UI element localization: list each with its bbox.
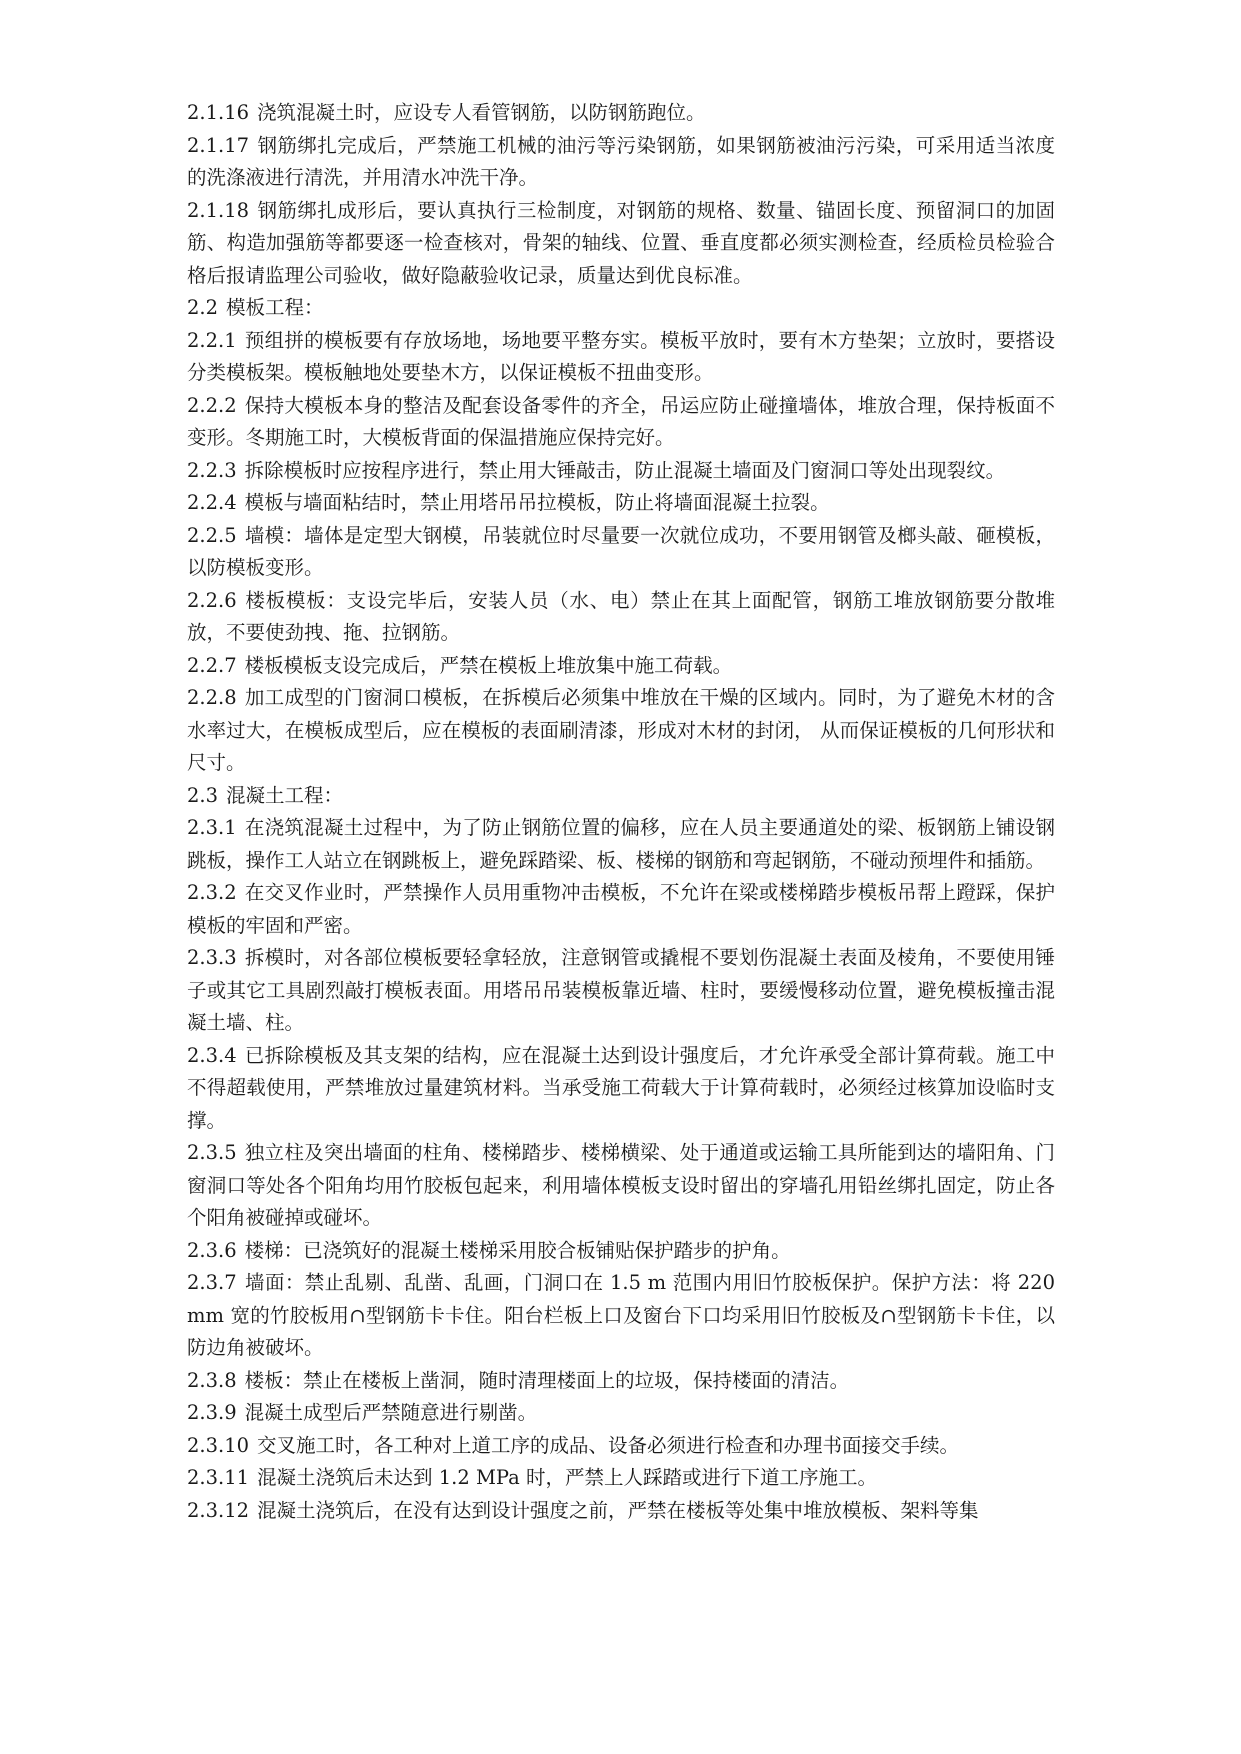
- section-number: 2.2.1: [187, 328, 237, 352]
- paragraph: [187, 1267, 1055, 1365]
- paragraph-text: 拆除模板时应按程序进行，禁止用大锤敲击，防止混凝土墙面及门窗洞口等处出现裂纹。: [244, 458, 1006, 482]
- paragraph-text: 预组拼的模板要有存放场地，场地要平整夯实。模板平放时，要有木方垫架；立放时，要搭设分类模板架。模板触地处要垫木方，以保证模板不扭曲变形。: [187, 328, 1055, 384]
- section-number: 2.2.4: [187, 491, 237, 514]
- paragraph: [187, 942, 1055, 1040]
- paragraph-text: 独立柱及突出墙面的柱角、楼梯踏步、楼梯横梁、处于通道或运输工具所能到达的墙阳角、门窗洞口等处各个阳角均用竹胶板包起来，利用墙体模板支设时留出的穿墙孔用铅丝绑扎固定，防止各个阳角被碰掉或碰坏。: [187, 1141, 1055, 1229]
- section-number: 2.1.17: [187, 133, 250, 157]
- paragraph: [187, 1235, 1055, 1268]
- section-number: 2.3.5: [187, 1141, 237, 1164]
- paragraph: [187, 1462, 1055, 1495]
- section-number: 2.3.11: [187, 1466, 250, 1489]
- section-number: 2.3.12: [187, 1498, 250, 1522]
- paragraph: [187, 1365, 1055, 1398]
- section-number: 2.2.5: [187, 523, 237, 547]
- section-number: 2.1.16: [187, 101, 250, 124]
- paragraph-text: 楼板：禁止在楼板上凿洞，随时清理楼面上的垃圾，保持楼面的清洁。: [244, 1368, 850, 1392]
- section-number: 2.1.18: [187, 198, 250, 222]
- section-number: 2.2.6: [187, 588, 237, 612]
- paragraph-text: 楼板模板：支设完毕后，安装人员（水、电）禁止在其上面配管，钢筋工堆放钢筋要分散堆放，不要使劲拽、拖、拉钢筋。: [187, 588, 1055, 644]
- paragraph-text: 在交叉作业时，严禁操作人员用重物冲击模板，不允许在梁或楼梯踏步模板吊帮上蹬踩，保护模板的牢固和严密。: [187, 881, 1055, 937]
- paragraph: [187, 682, 1055, 780]
- paragraph: [187, 1040, 1055, 1138]
- paragraph: [187, 130, 1055, 195]
- section-number: 2.3.6: [187, 1238, 237, 1262]
- paragraph-text: 混凝土工程：: [226, 783, 344, 807]
- section-number: 2.2.7: [187, 653, 237, 677]
- section-number: 2.3.2: [187, 881, 237, 904]
- section-number: 2.3.4: [187, 1043, 237, 1067]
- section-number: 2.3.1: [187, 816, 237, 839]
- paragraph: [187, 1137, 1055, 1235]
- paragraph: [187, 1430, 1055, 1463]
- paragraph-text: 模板工程：: [226, 296, 324, 319]
- paragraph-text: 混凝土成型后严禁随意进行剔凿。: [244, 1401, 538, 1424]
- document-body: [187, 97, 1055, 1527]
- section-number: 2.3.7: [187, 1271, 237, 1294]
- paragraph-text: 已拆除模板及其支架的结构，应在混凝土达到设计强度后，才允许承受全部计算荷载。施工中不得超载使用，严禁堆放过量建筑材料。当承受施工荷载大于计算荷载时，必须经过核算加设临时支撑。: [187, 1043, 1055, 1132]
- paragraph: [187, 455, 1055, 488]
- paragraph-text: 钢筋绑扎成形后，要认真执行三检制度，对钢筋的规格、数量、锚固长度、预留洞口的加固筋、构造加强筋等都要逐一检查核对，骨架的轴线、位置、垂直度都必须实测检查，经质检员检验合格后报请监理公司验收，做好隐蔽验收记录，质量达到优良标准。: [187, 198, 1055, 287]
- paragraph: [187, 292, 1055, 325]
- paragraph-text: 墙面：禁止乱剔、乱凿、乱画，门洞口在 1.5 m 范围内用旧竹胶板保护。保护方法：将 220 mm 宽的竹胶板用∩型钢筋卡卡住。阳台栏板上口及窗台下口均采用旧竹胶板及∩型钢筋卡卡住，以防边角被破坏。: [187, 1271, 1055, 1359]
- paragraph: [187, 97, 1055, 130]
- section-number: 2.3.10: [187, 1433, 250, 1457]
- paragraph: [187, 585, 1055, 650]
- paragraph-text: 保持大模板本身的整洁及配套设备零件的齐全，吊运应防止碰撞墙体，堆放合理，保持板面不变形。冬期施工时，大模板背面的保温措施应保持完好。: [187, 393, 1055, 449]
- paragraph-text: 浇筑混凝土时，应设专人看管钢筋，以防钢筋跑位。: [257, 101, 706, 124]
- paragraph: [187, 780, 1055, 813]
- paragraph: [187, 1495, 1055, 1528]
- paragraph-text: 拆模时，对各部位模板要轻拿轻放，注意钢管或撬棍不要划伤混凝土表面及棱角，不要使用锤子或其它工具剧烈敲打模板表面。用塔吊吊装模板靠近墙、柱时，要缓慢移动位置，避免模板撞击混凝土墙、柱。: [187, 946, 1055, 1034]
- section-number: 2.2: [187, 296, 219, 319]
- paragraph-text: 钢筋绑扎完成后，严禁施工机械的油污等污染钢筋，如果钢筋被油污污染，可采用适当浓度的洗涤液进行清洗，并用清水冲洗干净。: [187, 133, 1055, 189]
- section-number: 2.3.8: [187, 1368, 237, 1392]
- paragraph-text: 混凝土浇筑后未达到 1.2 MPa 时，严禁上人踩踏或进行下道工序施工。: [257, 1466, 877, 1489]
- paragraph-text: 交叉施工时，各工种对上道工序的成品、设备必须进行检查和办理书面接交手续。: [257, 1433, 960, 1457]
- section-number: 2.2.8: [187, 686, 237, 709]
- section-number: 2.3.3: [187, 946, 237, 969]
- paragraph: [187, 195, 1055, 293]
- section-number: 2.2.2: [187, 393, 237, 417]
- paragraph-text: 墙模：墙体是定型大钢模，吊装就位时尽量要一次就位成功，不要用钢管及榔头敲、砸模板，以防模板变形。: [187, 523, 1055, 579]
- paragraph: [187, 325, 1055, 390]
- paragraph-text: 加工成型的门窗洞口模板，在拆模后必须集中堆放在干燥的区域内。同时，为了避免木材的含水率过大，在模板成型后，应在模板的表面刷清漆，形成对木材的封闭， 从而保证模板的几何形状和尺寸。: [187, 686, 1055, 774]
- paragraph-text: 楼板模板支设完成后，严禁在模板上堆放集中施工荷载。: [244, 653, 733, 677]
- paragraph: [187, 390, 1055, 455]
- paragraph: [187, 1397, 1055, 1430]
- section-number: 2.3.9: [187, 1401, 237, 1424]
- paragraph: [187, 520, 1055, 585]
- paragraph-text: 在浇筑混凝土过程中，为了防止钢筋位置的偏移，应在人员主要通道处的梁、板钢筋上铺设钢跳板，操作工人站立在钢跳板上，避免踩踏梁、板、楼梯的钢筋和弯起钢筋，不碰动预埋件和插筋。: [187, 816, 1055, 872]
- paragraph: [187, 650, 1055, 683]
- paragraph: [187, 812, 1055, 877]
- section-number: 2.3: [187, 783, 219, 807]
- paragraph-text: 混凝土浇筑后，在没有达到设计强度之前，严禁在楼板等处集中堆放模板、架料等集: [257, 1498, 979, 1522]
- paragraph: [187, 487, 1055, 520]
- paragraph-text: 楼梯：已浇筑好的混凝土楼梯采用胶合板铺贴保护踏步的护角。: [244, 1238, 791, 1262]
- paragraph: [187, 877, 1055, 942]
- paragraph-text: 模板与墙面粘结时，禁止用塔吊吊拉模板，防止将墙面混凝土拉裂。: [244, 491, 830, 514]
- section-number: 2.2.3: [187, 458, 237, 482]
